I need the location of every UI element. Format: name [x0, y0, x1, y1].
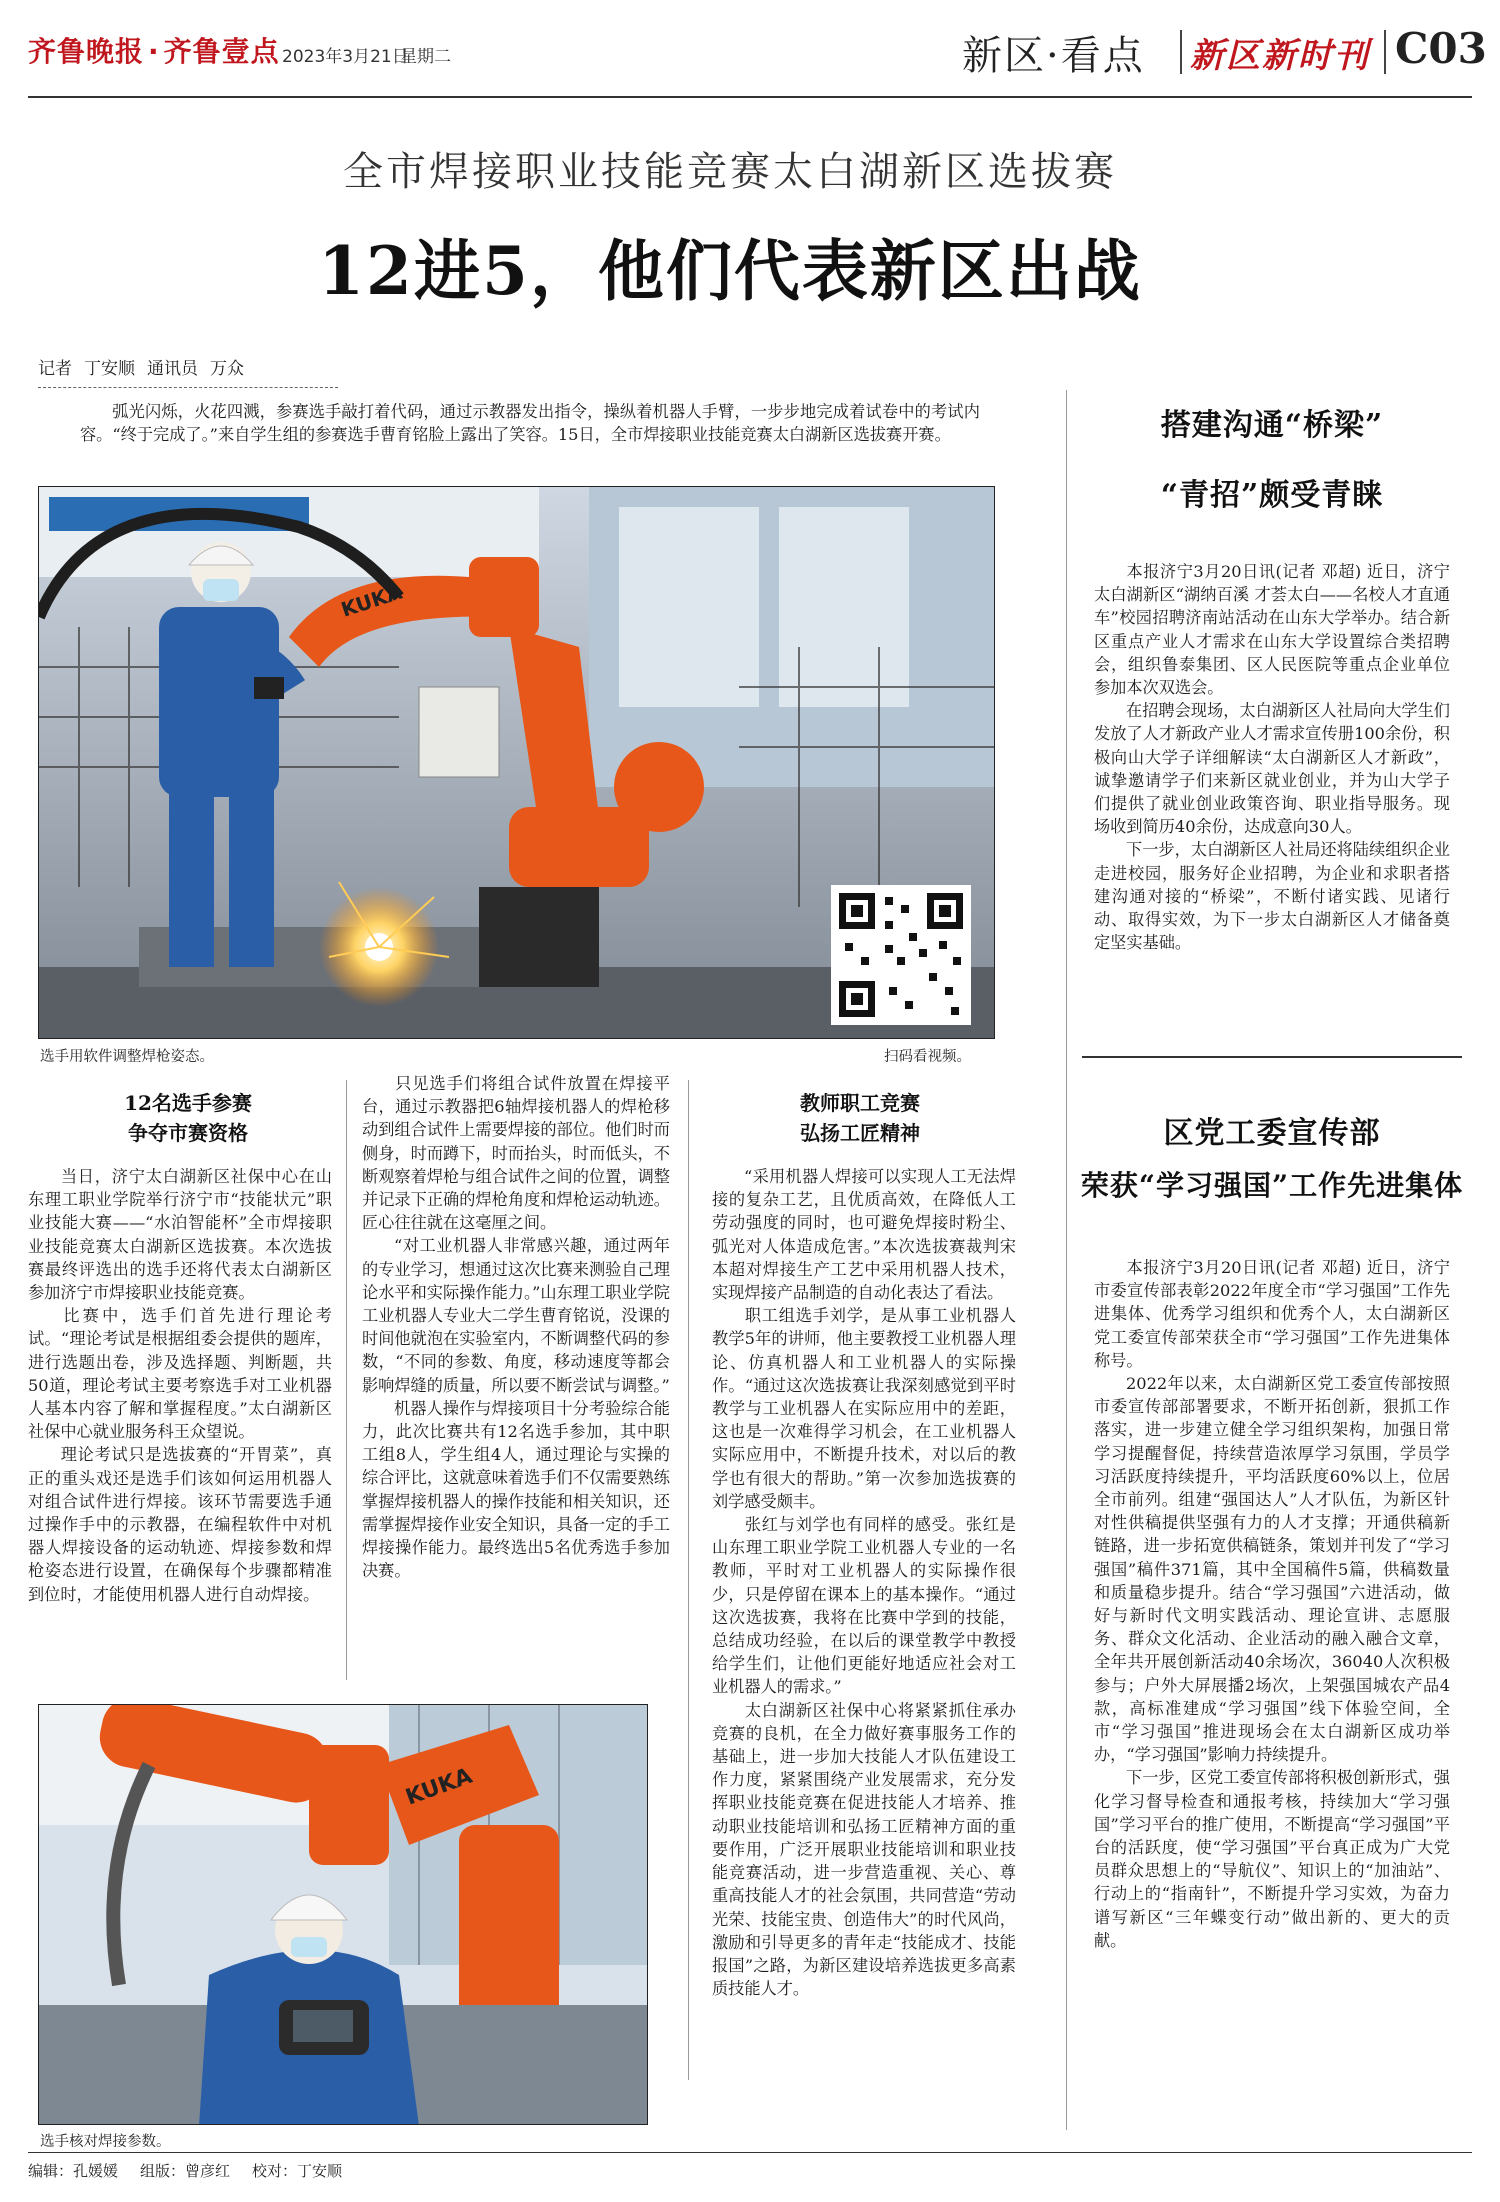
- paragraph: 下一步，太白湖新区人社局还将陆续组织企业走进校园，服务好企业招聘，为企业和求职者搭建沟通对接的“桥梁”，不断付诸实践、见诸行动、取得实效，为下一步太白湖新区人才储备奠定坚实基础。: [1094, 840, 1450, 953]
- reporter-label: 记者: [38, 359, 72, 379]
- masthead-rule: [28, 96, 1472, 98]
- masthead-divider: [1384, 30, 1386, 74]
- qr-code[interactable]: [831, 885, 971, 1025]
- paragraph: 下一步，区党工委宣传部将积极创新形式，强化学习督导检查和通报考核，持续加大“学习强国”学习平台的推广使用，不断提高“学习强国”平台的活跃度，使“学习强国”平台真正成为广大党员群众思想上的“导航仪”、知识上的“加油站”、行动上的“指南针”，不断提升学习实效，为奋力谱写新区“三年蝶变行动”做出新的、更大的贡献。: [1094, 1768, 1450, 1950]
- side2-subtitle: 荣获“学习强国”工作先进集体: [1080, 1169, 1464, 1202]
- column-rule: [688, 1080, 689, 2080]
- brand-sub: 齐鲁壹点: [163, 35, 280, 68]
- issue-date: 2023年3月21日: [282, 47, 409, 67]
- byline: [38, 354, 256, 379]
- paragraph: “对工业机器人非常感兴趣，通过两年的专业学习，想通过这次比赛来测验自己理论水平和实际操作能力。”山东理工职业学院工业机器人专业大二学生曹育铭说，没课的时间他就泡在实验室内，不断调整代码的参数，“不同的参数、角度，移动速度等都会影响焊缝的质量，所以要不断尝试与调整。”: [362, 1236, 670, 1395]
- editor-credit: 编辑：孔媛媛: [28, 2162, 119, 2180]
- col3-body: [712, 1165, 1016, 2000]
- side1-title: 搭建沟通“桥梁”: [1160, 408, 1384, 443]
- page-credits: [28, 2160, 364, 2181]
- masthead-divider: [1180, 30, 1182, 74]
- article-kicker: 全市焊接职业技能竞赛太白湖新区选拔赛: [343, 149, 1117, 195]
- paragraph: 机器人操作与焊接项目十分考验综合能力，此次比赛共有12名选手参加，其中职工组8人，学生组4人，通过理论与实操的综合评比，这就意味着选手们不仅需要熟练掌握焊接机器人的操作技能和相关知识，还需掌握焊接作业安全知识，具备一定的手工焊接操作能力。最终选出5名优秀选手参加决赛。: [362, 1398, 670, 1581]
- brand-main: 齐鲁晚报: [28, 35, 145, 68]
- photo2-caption: 选手核对焊接参数。: [40, 2134, 171, 2150]
- footer-rule: [28, 2152, 1472, 2153]
- svg-text:KUKA: KUKA: [338, 579, 405, 622]
- col3-subhead: 教师职工竞赛 弘扬工匠精神: [800, 1091, 920, 1145]
- byline-rule: [38, 387, 338, 388]
- paragraph: 本报济宁3月20日讯(记者 邓超) 近日，济宁太白湖新区“湖纳百溪 才荟太白——名校人才直通车”校园招聘济南站活动在山东大学举办。结合新区重点产业人才需求在山东大学设置综合类招聘会，组织鲁泰集团、区人民医院等重点企业单位参加本次双选会。: [1094, 562, 1450, 698]
- side-column-rule: [1066, 390, 1067, 2130]
- paragraph: 职工组选手刘学，是从事工业机器人教学5年的讲师，他主要教授工业机器人理论、仿真机器人和工业机器人的实际操作。“通过这次选拔赛让我深刻感觉到平时教学与工业机器人在实际应用中的差距，这也是一次难得学习机会，在工业机器人实际应用中，不断提升技术，对以后的教学也有很大的帮助。”第一次参加选拔赛的刘学感受颇丰。: [712, 1306, 1016, 1511]
- paragraph: 比赛中，选手们首先进行理论考试。“理论考试是根据组委会提供的题库，进行选题出卷，涉及选择题、判断题，共50道，理论考试主要考察选手对工业机器人基本内容了解和掌握程度。”太白湖新区社保中心就业服务科王众望说。: [28, 1306, 332, 1442]
- paragraph: 理论考试只是选拔赛的“开胃菜”，真正的重头戏还是选手们该如何运用机器人对组合试件进行焊接。该环节需要选手通过操作手中的示教器，在编程软件中对机器人焊接设备的运动轨迹、焊接参数和焊枪姿态进行设置，在确保每个步骤都精准到位时，才能使用机器人进行自动焊接。: [28, 1445, 332, 1604]
- paragraph: “采用机器人焊接可以实现人工无法焊接的复杂工艺，且优质高效，在降低人工劳动强度的同时，也可避免焊接时粉尘、弧光对人体造成危害。”本次选拔赛裁判宋本超对焊接生产工艺中采用机器人技术，实现焊接产品制造的自动化表达了看法。: [712, 1167, 1016, 1303]
- reporter-name: 丁安顺: [84, 359, 135, 379]
- article-headline: 12进5，他们代表新区出战: [318, 232, 1142, 310]
- newspaper-brand: [28, 30, 280, 70]
- section-name: 新区·看点: [962, 33, 1145, 79]
- col1-subhead: 12名选手参赛 争夺市赛资格: [124, 1091, 252, 1145]
- issue-weekday: 星期二: [400, 47, 451, 67]
- brand-separator: ·: [148, 35, 160, 68]
- paragraph: 只见选手们将组合试件放置在焊接平台，通过示教器把6轴焊接机器人的焊枪移动到组合试件上需要焊接的部位。他们时而侧身，时而蹲下，时而抬头，时而低头，不断观察着焊枪与组合试件之间的位置，调整并记录下正确的焊枪角度和焊枪运动轨迹。匠心往往就在这毫厘之间。: [362, 1074, 670, 1233]
- paragraph: 2022年以来，太白湖新区党工委宣传部按照市委宣传部部署要求，不断开拓创新，狠抓工作落实，进一步建立健全学习组织架构，加强日常学习提醒督促，持续营造浓厚学习氛围，学员学习活跃度持续提升，平均活跃度60%以上，位居全市前列。组建“强国达人”人才队伍，为新区针对性供稿提供坚强有力的人才支撑；开通供稿新链路，进一步拓宽供稿链条，策划并刊发了“学习强国”稿件371篇，其中全国稿件5篇，供稿数量和质量稳步提升。结合“学习强国”六进活动，做好与新时代文明实践活动、理论宣讲、志愿服务、群众文化活动、企业活动的融入融合文章，全年共开展创新活动40余场次，36040人次积极参与；户外大屏展播2场次，上架强国城农产品4款，高标准建成“学习强国”线下体验空间，全市“学习强国”推进现场会在太白湖新区成功举办，“学习强国”影响力持续提升。: [1094, 1374, 1450, 1765]
- column-rule: [346, 1080, 347, 1680]
- qr-caption: 扫码看视频。: [884, 1049, 971, 1065]
- layout-credit: 组版：曾彦红: [140, 2162, 231, 2180]
- side1-body: [1094, 560, 1450, 954]
- side2-body: [1094, 1256, 1450, 1952]
- col2-body: [362, 1072, 670, 1582]
- paragraph: 本报济宁3月20日讯(记者 邓超) 近日，济宁市委宣传部表彰2022年度全市“学习强国”工作先进集体、优秀学习组织和优秀个人，太白湖新区党工委宣传部荣获全市“学习强国”工作先进集体称号。: [1094, 1258, 1450, 1370]
- proof-credit: 校对：丁安顺: [252, 2162, 343, 2180]
- col1-body: [28, 1165, 332, 1606]
- correspondent-name: 万众: [210, 359, 244, 379]
- paragraph: 太白湖新区社保中心将紧紧抓住承办竞赛的良机，在全力做好赛事服务工作的基础上，进一步加大技能人才队伍建设工作力度，紧紧围绕产业发展需求，充分发挥职业技能竞赛在促进技能人才培养、推动职业技能培训和弘扬工匠精神方面的重要作用，广泛开展职业技能培训和职业技能竞赛活动，进一步营造重视、关心、尊重高技能人才的社会氛围，共同营造“劳动光荣、技能宝贵、创造伟大”的时代风尚，激励和引导更多的青年走“技能成才、技能报国”之路，为新区建设培养选拔更多高素质技能人才。: [712, 1700, 1016, 1999]
- welding-photo: [38, 486, 995, 1039]
- welding-photo-2: [38, 1704, 648, 2125]
- side1-subtitle: “青招”颇受青睐: [1160, 478, 1384, 513]
- correspondent-label: 通讯员: [147, 359, 198, 379]
- paragraph: 当日，济宁太白湖新区社保中心在山东理工职业学院举行济宁市“技能状元”职业技能大赛——“水泊智能杯”全市焊接职业技能竞赛太白湖新区选拔赛。本次选拔赛最终评选出的选手还将代表太白湖新区参加济宁市焊接职业技能竞赛。: [28, 1167, 332, 1303]
- paragraph: 张红与刘学也有同样的感受。张红是山东理工职业学院工业机器人专业的一名教师，平时对工业机器人的实际操作很少，只是停留在课本上的基本操作。“通过这次选拔赛，我将在比赛中学到的技能，总结成功经验，在以后的课堂教学中教授给学生们，让他们更能好地适应社会对工业机器人的需求。”: [712, 1515, 1016, 1697]
- paragraph: 在招聘会现场，太白湖新区人社局向大学生们发放了人才新政产业人才需求宣传册100余份，积极向山大学子详细解读“太白湖新区人才新政”，诚挚邀请学子们来新区就业创业，并为山大学子们提供了就业创业政策咨询、职业指导服务。现场收到简历40余份，达成意向30人。: [1094, 701, 1450, 837]
- article-lead: 弧光闪烁，火花四溅，参赛选手敲打着代码，通过示教器发出指令，操纵着机器人手臂，一步步地完成着试卷中的考试内容。“终于完成了。”来自学生组的参赛选手曹育铭脸上露出了笑容。15日，全市焊接职业技能竞赛太白湖新区选拔赛开赛。: [80, 402, 980, 445]
- side2-title: 区党工委宣传部: [1163, 1116, 1381, 1151]
- svg-text:KUKA: KUKA: [402, 1763, 476, 1811]
- page-number: C03: [1395, 24, 1487, 73]
- photo1-caption: 选手用软件调整焊枪姿态。: [40, 1049, 214, 1065]
- supplement-logo: 新区新时刊: [1190, 36, 1370, 76]
- side-story-divider: [1082, 1056, 1462, 1058]
